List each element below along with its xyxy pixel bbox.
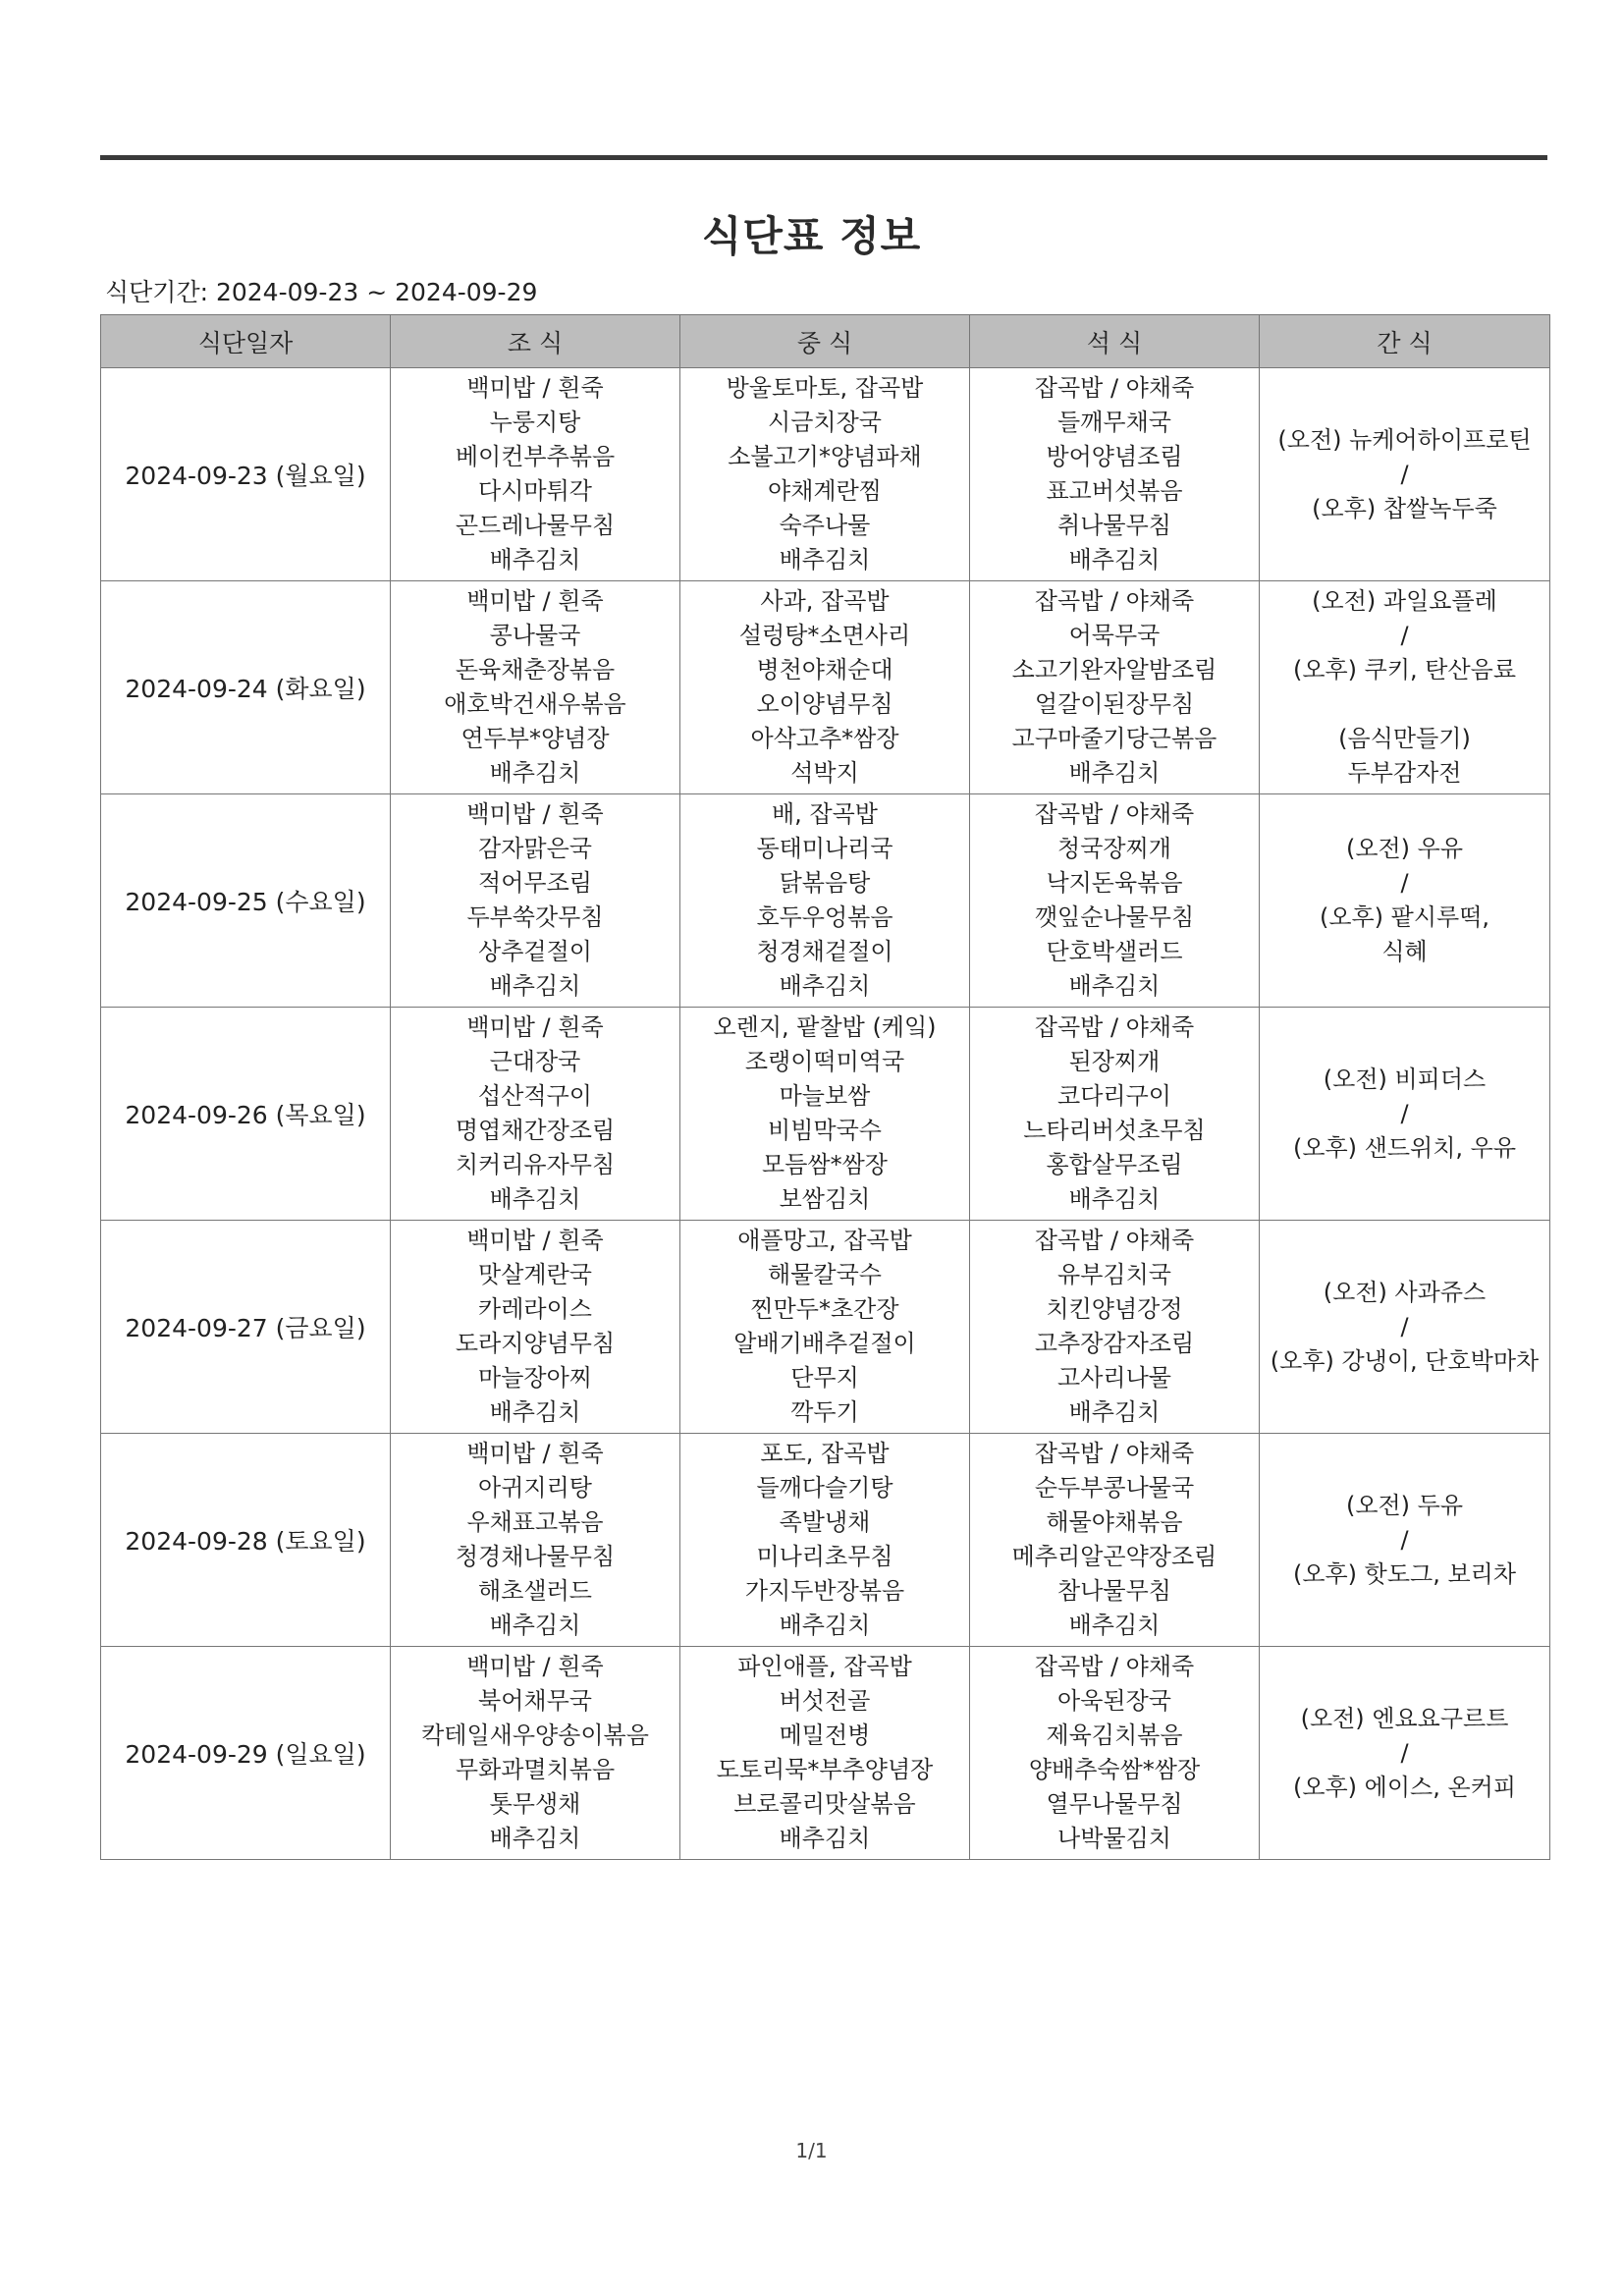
date-cell xyxy=(101,794,391,1008)
top-rule xyxy=(100,155,1547,160)
menu-item: 가지두반장볶음 xyxy=(744,1577,905,1605)
date-cell xyxy=(101,581,391,794)
menu-item: 애플망고, 잡곡밥 xyxy=(737,1227,912,1254)
menu-item: (오후) 팥시루떡, xyxy=(1319,903,1490,931)
breakfast-cell xyxy=(391,368,680,581)
menu-item-list xyxy=(680,584,969,791)
menu-item: 메밀전병 xyxy=(779,1722,871,1749)
menu-item-list xyxy=(680,1437,969,1643)
menu-item: 제육김치볶음 xyxy=(1046,1722,1183,1749)
menu-item-list xyxy=(680,1011,969,1217)
menu-item: / xyxy=(1400,1738,1409,1767)
meal-table-body xyxy=(101,368,1550,1860)
header-date: 식단일자 xyxy=(101,315,391,368)
menu-item: 백미밥 / 흰죽 xyxy=(466,800,604,828)
menu-item: 느타리버섯초무침 xyxy=(1023,1117,1206,1144)
menu-item: / xyxy=(1400,460,1409,488)
meal-period: 식단기간: 2024-09-23 ~ 2024-09-29 xyxy=(105,278,538,306)
menu-item: 방어양념조림 xyxy=(1046,443,1183,470)
table-row xyxy=(101,1434,1550,1647)
menu-item: 청경채나물무침 xyxy=(455,1543,616,1570)
menu-item: / xyxy=(1400,1525,1409,1554)
menu-item: 배추김치 xyxy=(489,972,581,1000)
menu-item: 잡곡밥 / 야채죽 xyxy=(1034,1653,1195,1680)
menu-item: 찐만두*초간장 xyxy=(750,1295,899,1323)
table-header-row xyxy=(101,315,1550,368)
menu-item: 배추김치 xyxy=(779,546,871,574)
menu-item: 칵테일새우양송이볶음 xyxy=(421,1722,649,1749)
menu-item: 감자맑은국 xyxy=(478,835,592,862)
menu-item: 잡곡밥 / 야채죽 xyxy=(1034,1227,1195,1254)
menu-item: 잡곡밥 / 야채죽 xyxy=(1034,1013,1195,1041)
menu-item: 마늘보쌈 xyxy=(779,1082,871,1110)
menu-item: 순두부콩나물국 xyxy=(1034,1474,1195,1502)
dinner-cell xyxy=(970,1647,1260,1860)
menu-item: 명엽채간장조림 xyxy=(455,1117,616,1144)
menu-item: 방울토마토, 잡곡밥 xyxy=(726,374,924,402)
menu-item: 배추김치 xyxy=(489,546,581,574)
menu-item: 마늘장아찌 xyxy=(478,1364,592,1392)
menu-item: 호두우엉볶음 xyxy=(756,903,893,931)
menu-item-list xyxy=(680,1224,969,1430)
menu-item: 북어채무국 xyxy=(478,1687,592,1715)
date-label: 2024-09-29 (일요일) xyxy=(125,1740,366,1769)
menu-item: 아귀지리탕 xyxy=(478,1474,592,1502)
date-cell xyxy=(101,1221,391,1434)
menu-item: 베이컨부추볶음 xyxy=(455,443,616,470)
menu-item: 동태미나리국 xyxy=(756,835,893,862)
header-lunch: 중 식 xyxy=(680,315,970,368)
menu-item: / xyxy=(1400,1099,1409,1127)
table-row xyxy=(101,794,1550,1008)
snack-cell xyxy=(1260,1434,1550,1647)
menu-item: 오렌지, 팥찰밥 (케잌) xyxy=(713,1013,937,1041)
menu-item: (오전) 우유 xyxy=(1345,835,1464,862)
menu-item: 열무나물무침 xyxy=(1046,1790,1183,1818)
menu-item: / xyxy=(1400,1312,1409,1340)
menu-item: 백미밥 / 흰죽 xyxy=(466,587,604,615)
menu-item: (오전) 두유 xyxy=(1345,1491,1464,1519)
menu-item: (오전) 과일요플레 xyxy=(1312,587,1497,615)
menu-item: 유부김치국 xyxy=(1057,1261,1171,1288)
menu-item: 야채계란찜 xyxy=(768,477,882,505)
snack-cell xyxy=(1260,794,1550,1008)
menu-item: 족발냉채 xyxy=(779,1508,871,1536)
menu-item-list xyxy=(391,1650,679,1856)
menu-item: 배추김치 xyxy=(1068,1398,1161,1426)
menu-item-list xyxy=(391,1011,679,1217)
menu-item-list xyxy=(970,1011,1259,1217)
menu-item: 조랭이떡미역국 xyxy=(744,1048,905,1075)
menu-item: 배추김치 xyxy=(1068,546,1161,574)
table-row xyxy=(101,1221,1550,1434)
menu-item-list xyxy=(680,371,969,577)
snack-cell xyxy=(1260,1647,1550,1860)
menu-item: 포도, 잡곡밥 xyxy=(760,1440,890,1467)
menu-item: 사과, 잡곡밥 xyxy=(760,587,890,615)
menu-item: 섭산적구이 xyxy=(478,1082,592,1110)
menu-item-list xyxy=(391,1224,679,1430)
menu-item-list xyxy=(1260,1063,1549,1166)
menu-item: 취나물무침 xyxy=(1057,512,1171,539)
menu-item: 배추김치 xyxy=(489,1612,581,1639)
menu-item: 잡곡밥 / 야채죽 xyxy=(1034,374,1195,402)
breakfast-cell xyxy=(391,1647,680,1860)
menu-item: 브로콜리맛살볶음 xyxy=(733,1790,916,1818)
menu-item-list xyxy=(391,797,679,1004)
menu-item: 맛살계란국 xyxy=(478,1261,592,1288)
menu-item: 톳무생채 xyxy=(489,1790,581,1818)
menu-item: 청국장찌개 xyxy=(1057,835,1171,862)
lunch-cell xyxy=(680,1008,970,1221)
menu-item-list xyxy=(1260,1489,1549,1592)
menu-item: 두부감자전 xyxy=(1347,759,1462,787)
menu-item: (오전) 뉴케어하이프로틴 xyxy=(1277,425,1532,454)
menu-item: (오후) 강냉이, 단호박마차 xyxy=(1270,1346,1540,1375)
menu-item: 표고버섯볶음 xyxy=(1046,477,1183,505)
menu-item: 홍합살무조림 xyxy=(1046,1151,1183,1178)
menu-item-list xyxy=(680,797,969,1004)
menu-item: 배추김치 xyxy=(1068,1612,1161,1639)
dinner-cell xyxy=(970,1008,1260,1221)
lunch-cell xyxy=(680,1221,970,1434)
menu-item: (오후) 에이스, 온커피 xyxy=(1292,1773,1517,1801)
menu-item: 백미밥 / 흰죽 xyxy=(466,1227,604,1254)
menu-item-list xyxy=(1260,1702,1549,1805)
menu-item: (오전) 사과쥬스 xyxy=(1323,1278,1487,1306)
menu-item: 아삭고추*쌈장 xyxy=(750,725,899,752)
menu-item-list xyxy=(391,371,679,577)
menu-item: 청경채겉절이 xyxy=(756,938,893,965)
lunch-cell xyxy=(680,581,970,794)
header-snack: 간 식 xyxy=(1260,315,1550,368)
menu-item: 두부쑥갓무침 xyxy=(466,903,604,931)
menu-item: 해초샐러드 xyxy=(478,1577,592,1605)
menu-item: 백미밥 / 흰죽 xyxy=(466,1653,604,1680)
breakfast-cell xyxy=(391,1008,680,1221)
menu-item: 배추김치 xyxy=(779,972,871,1000)
menu-item: 고구마줄기당근볶음 xyxy=(1011,725,1217,752)
menu-item: 다시마튀각 xyxy=(478,477,592,505)
menu-item-list xyxy=(970,1437,1259,1643)
menu-item: 고추장감자조림 xyxy=(1034,1330,1195,1357)
menu-item: 모듬쌈*쌈장 xyxy=(762,1151,888,1178)
meal-table xyxy=(100,314,1550,1860)
menu-item: 배추김치 xyxy=(779,1825,871,1852)
dinner-cell xyxy=(970,1434,1260,1647)
snack-cell xyxy=(1260,581,1550,794)
menu-item: 코다리구이 xyxy=(1057,1082,1171,1110)
breakfast-cell xyxy=(391,1221,680,1434)
menu-item: 적어무조림 xyxy=(478,869,592,897)
dinner-cell xyxy=(970,368,1260,581)
menu-item-list xyxy=(1260,423,1549,526)
menu-item-list xyxy=(970,797,1259,1004)
menu-item: 비빔막국수 xyxy=(768,1117,882,1144)
breakfast-cell xyxy=(391,581,680,794)
menu-item: 잡곡밥 / 야채죽 xyxy=(1034,800,1195,828)
breakfast-cell xyxy=(391,1434,680,1647)
menu-item: 들깨무채국 xyxy=(1057,409,1171,436)
menu-item: 나박물김치 xyxy=(1057,1825,1171,1852)
menu-item: 콩나물국 xyxy=(489,622,581,649)
date-cell xyxy=(101,368,391,581)
menu-item: 치킨양념강정 xyxy=(1046,1295,1183,1323)
menu-item: 잡곡밥 / 야채죽 xyxy=(1034,1440,1195,1467)
table-row xyxy=(101,368,1550,581)
menu-item: 단무지 xyxy=(790,1364,859,1392)
menu-item: 카레라이스 xyxy=(478,1295,592,1323)
menu-item: 식혜 xyxy=(1381,938,1428,965)
menu-item xyxy=(1401,687,1409,722)
table-row xyxy=(101,1647,1550,1860)
menu-item: 배추김치 xyxy=(489,1185,581,1213)
menu-item: 된장찌개 xyxy=(1068,1048,1161,1075)
menu-item: 깍두기 xyxy=(790,1398,859,1426)
snack-cell xyxy=(1260,1221,1550,1434)
menu-item: 소고기완자알밤조림 xyxy=(1011,656,1217,683)
menu-item: 보쌈김치 xyxy=(779,1185,871,1213)
menu-item: 상추겉절이 xyxy=(478,938,592,965)
menu-item: / xyxy=(1400,869,1409,897)
menu-item: 파인애플, 잡곡밥 xyxy=(737,1653,912,1680)
menu-item: 석박지 xyxy=(790,759,859,787)
menu-item: 도라지양념무침 xyxy=(455,1330,616,1357)
menu-item-list xyxy=(1260,584,1549,791)
menu-item: 배추김치 xyxy=(1068,759,1161,787)
menu-item: 알배기배추겉절이 xyxy=(733,1330,916,1357)
menu-item: 배추김치 xyxy=(489,1398,581,1426)
lunch-cell xyxy=(680,1434,970,1647)
menu-item: 고사리나물 xyxy=(1057,1364,1171,1392)
menu-item: 애호박건새우볶음 xyxy=(444,690,626,718)
menu-item: (오후) 샌드위치, 우유 xyxy=(1292,1133,1517,1162)
menu-item: 잡곡밥 / 야채죽 xyxy=(1034,587,1195,615)
header-breakfast: 조 식 xyxy=(391,315,680,368)
menu-item: 설렁탕*소면사리 xyxy=(738,622,911,649)
header-dinner: 석 식 xyxy=(970,315,1260,368)
breakfast-cell xyxy=(391,794,680,1008)
menu-item: 닭볶음탕 xyxy=(779,869,871,897)
table-row xyxy=(101,581,1550,794)
menu-item: (오후) 핫도그, 보리차 xyxy=(1292,1559,1517,1588)
dinner-cell xyxy=(970,794,1260,1008)
menu-item: 시금치장국 xyxy=(768,409,882,436)
menu-item: 백미밥 / 흰죽 xyxy=(466,1440,604,1467)
menu-item: 메추리알곤약장조림 xyxy=(1011,1543,1217,1570)
date-cell xyxy=(101,1434,391,1647)
menu-item: 배추김치 xyxy=(489,1825,581,1852)
date-label: 2024-09-24 (화요일) xyxy=(125,675,366,703)
menu-item: 백미밥 / 흰죽 xyxy=(466,374,604,402)
snack-cell xyxy=(1260,368,1550,581)
date-label: 2024-09-28 (토요일) xyxy=(125,1527,366,1556)
menu-item: 참나물무침 xyxy=(1057,1577,1171,1605)
menu-item-list xyxy=(970,1224,1259,1430)
menu-item: 무화과멸치볶음 xyxy=(455,1756,616,1783)
date-label: 2024-09-23 (월요일) xyxy=(125,462,366,490)
menu-item: 백미밥 / 흰죽 xyxy=(466,1013,604,1041)
menu-item: 낙지돈육볶음 xyxy=(1046,869,1183,897)
menu-item: 얼갈이된장무침 xyxy=(1034,690,1195,718)
table-row xyxy=(101,1008,1550,1221)
menu-item-list xyxy=(970,584,1259,791)
menu-item-list xyxy=(1260,1276,1549,1379)
menu-item: (오후) 찹쌀녹두죽 xyxy=(1312,494,1497,522)
menu-item: 오이양념무침 xyxy=(756,690,893,718)
menu-item: 해물칼국수 xyxy=(768,1261,882,1288)
menu-item: 배추김치 xyxy=(489,759,581,787)
menu-item: 어묵무국 xyxy=(1068,622,1161,649)
menu-item: 해물야채볶음 xyxy=(1046,1508,1183,1536)
menu-item: 들깨다슬기탕 xyxy=(756,1474,893,1502)
menu-item: 버섯전골 xyxy=(779,1687,871,1715)
menu-item: 미나리초무침 xyxy=(756,1543,893,1570)
date-cell xyxy=(101,1647,391,1860)
menu-item: / xyxy=(1400,622,1409,649)
dinner-cell xyxy=(970,581,1260,794)
menu-item-list xyxy=(970,1650,1259,1856)
menu-item: 배, 잡곡밥 xyxy=(772,800,878,828)
date-label: 2024-09-25 (수요일) xyxy=(125,888,366,916)
menu-item: 소불고기*양념파채 xyxy=(728,443,922,470)
menu-item: 병천야채순대 xyxy=(756,656,893,683)
date-label: 2024-09-27 (금요일) xyxy=(125,1314,366,1342)
menu-item: 숙주나물 xyxy=(779,512,871,539)
menu-item: 돈육채춘장볶음 xyxy=(455,656,616,683)
menu-item: 깻잎순나물무침 xyxy=(1034,903,1195,931)
menu-item: 근대장국 xyxy=(489,1048,581,1075)
menu-item-list xyxy=(970,371,1259,577)
menu-item-list xyxy=(1260,832,1549,969)
date-label: 2024-09-26 (목요일) xyxy=(125,1101,366,1129)
dinner-cell xyxy=(970,1221,1260,1434)
date-cell xyxy=(101,1008,391,1221)
menu-item: (오후) 쿠키, 탄산음료 xyxy=(1292,656,1517,683)
menu-item: 누룽지탕 xyxy=(489,409,581,436)
lunch-cell xyxy=(680,794,970,1008)
snack-cell xyxy=(1260,1008,1550,1221)
menu-item: (오전) 엔요요구르트 xyxy=(1300,1704,1509,1732)
menu-item-list xyxy=(391,584,679,791)
menu-item: (음식만들기) xyxy=(1338,725,1471,752)
menu-item: 우채표고볶음 xyxy=(466,1508,604,1536)
page-number: 1/1 xyxy=(795,2139,828,2162)
menu-item-list xyxy=(391,1437,679,1643)
menu-item: 배추김치 xyxy=(1068,972,1161,1000)
menu-item: 아욱된장국 xyxy=(1057,1687,1171,1715)
lunch-cell xyxy=(680,1647,970,1860)
menu-item: 곤드레나물무침 xyxy=(455,512,616,539)
menu-item: 양배추숙쌈*쌈장 xyxy=(1028,1756,1201,1783)
menu-item: 단호박샐러드 xyxy=(1046,938,1183,965)
menu-item: 배추김치 xyxy=(1068,1185,1161,1213)
menu-item: (오전) 비피더스 xyxy=(1323,1065,1487,1093)
menu-item: 치커리유자무침 xyxy=(455,1151,616,1178)
menu-item-list xyxy=(680,1650,969,1856)
lunch-cell xyxy=(680,368,970,581)
menu-item: 연두부*양념장 xyxy=(460,725,610,752)
menu-item: 배추김치 xyxy=(779,1612,871,1639)
page-title: 식단표 정보 xyxy=(701,212,922,260)
menu-item: 도토리묵*부추양념장 xyxy=(716,1756,934,1783)
